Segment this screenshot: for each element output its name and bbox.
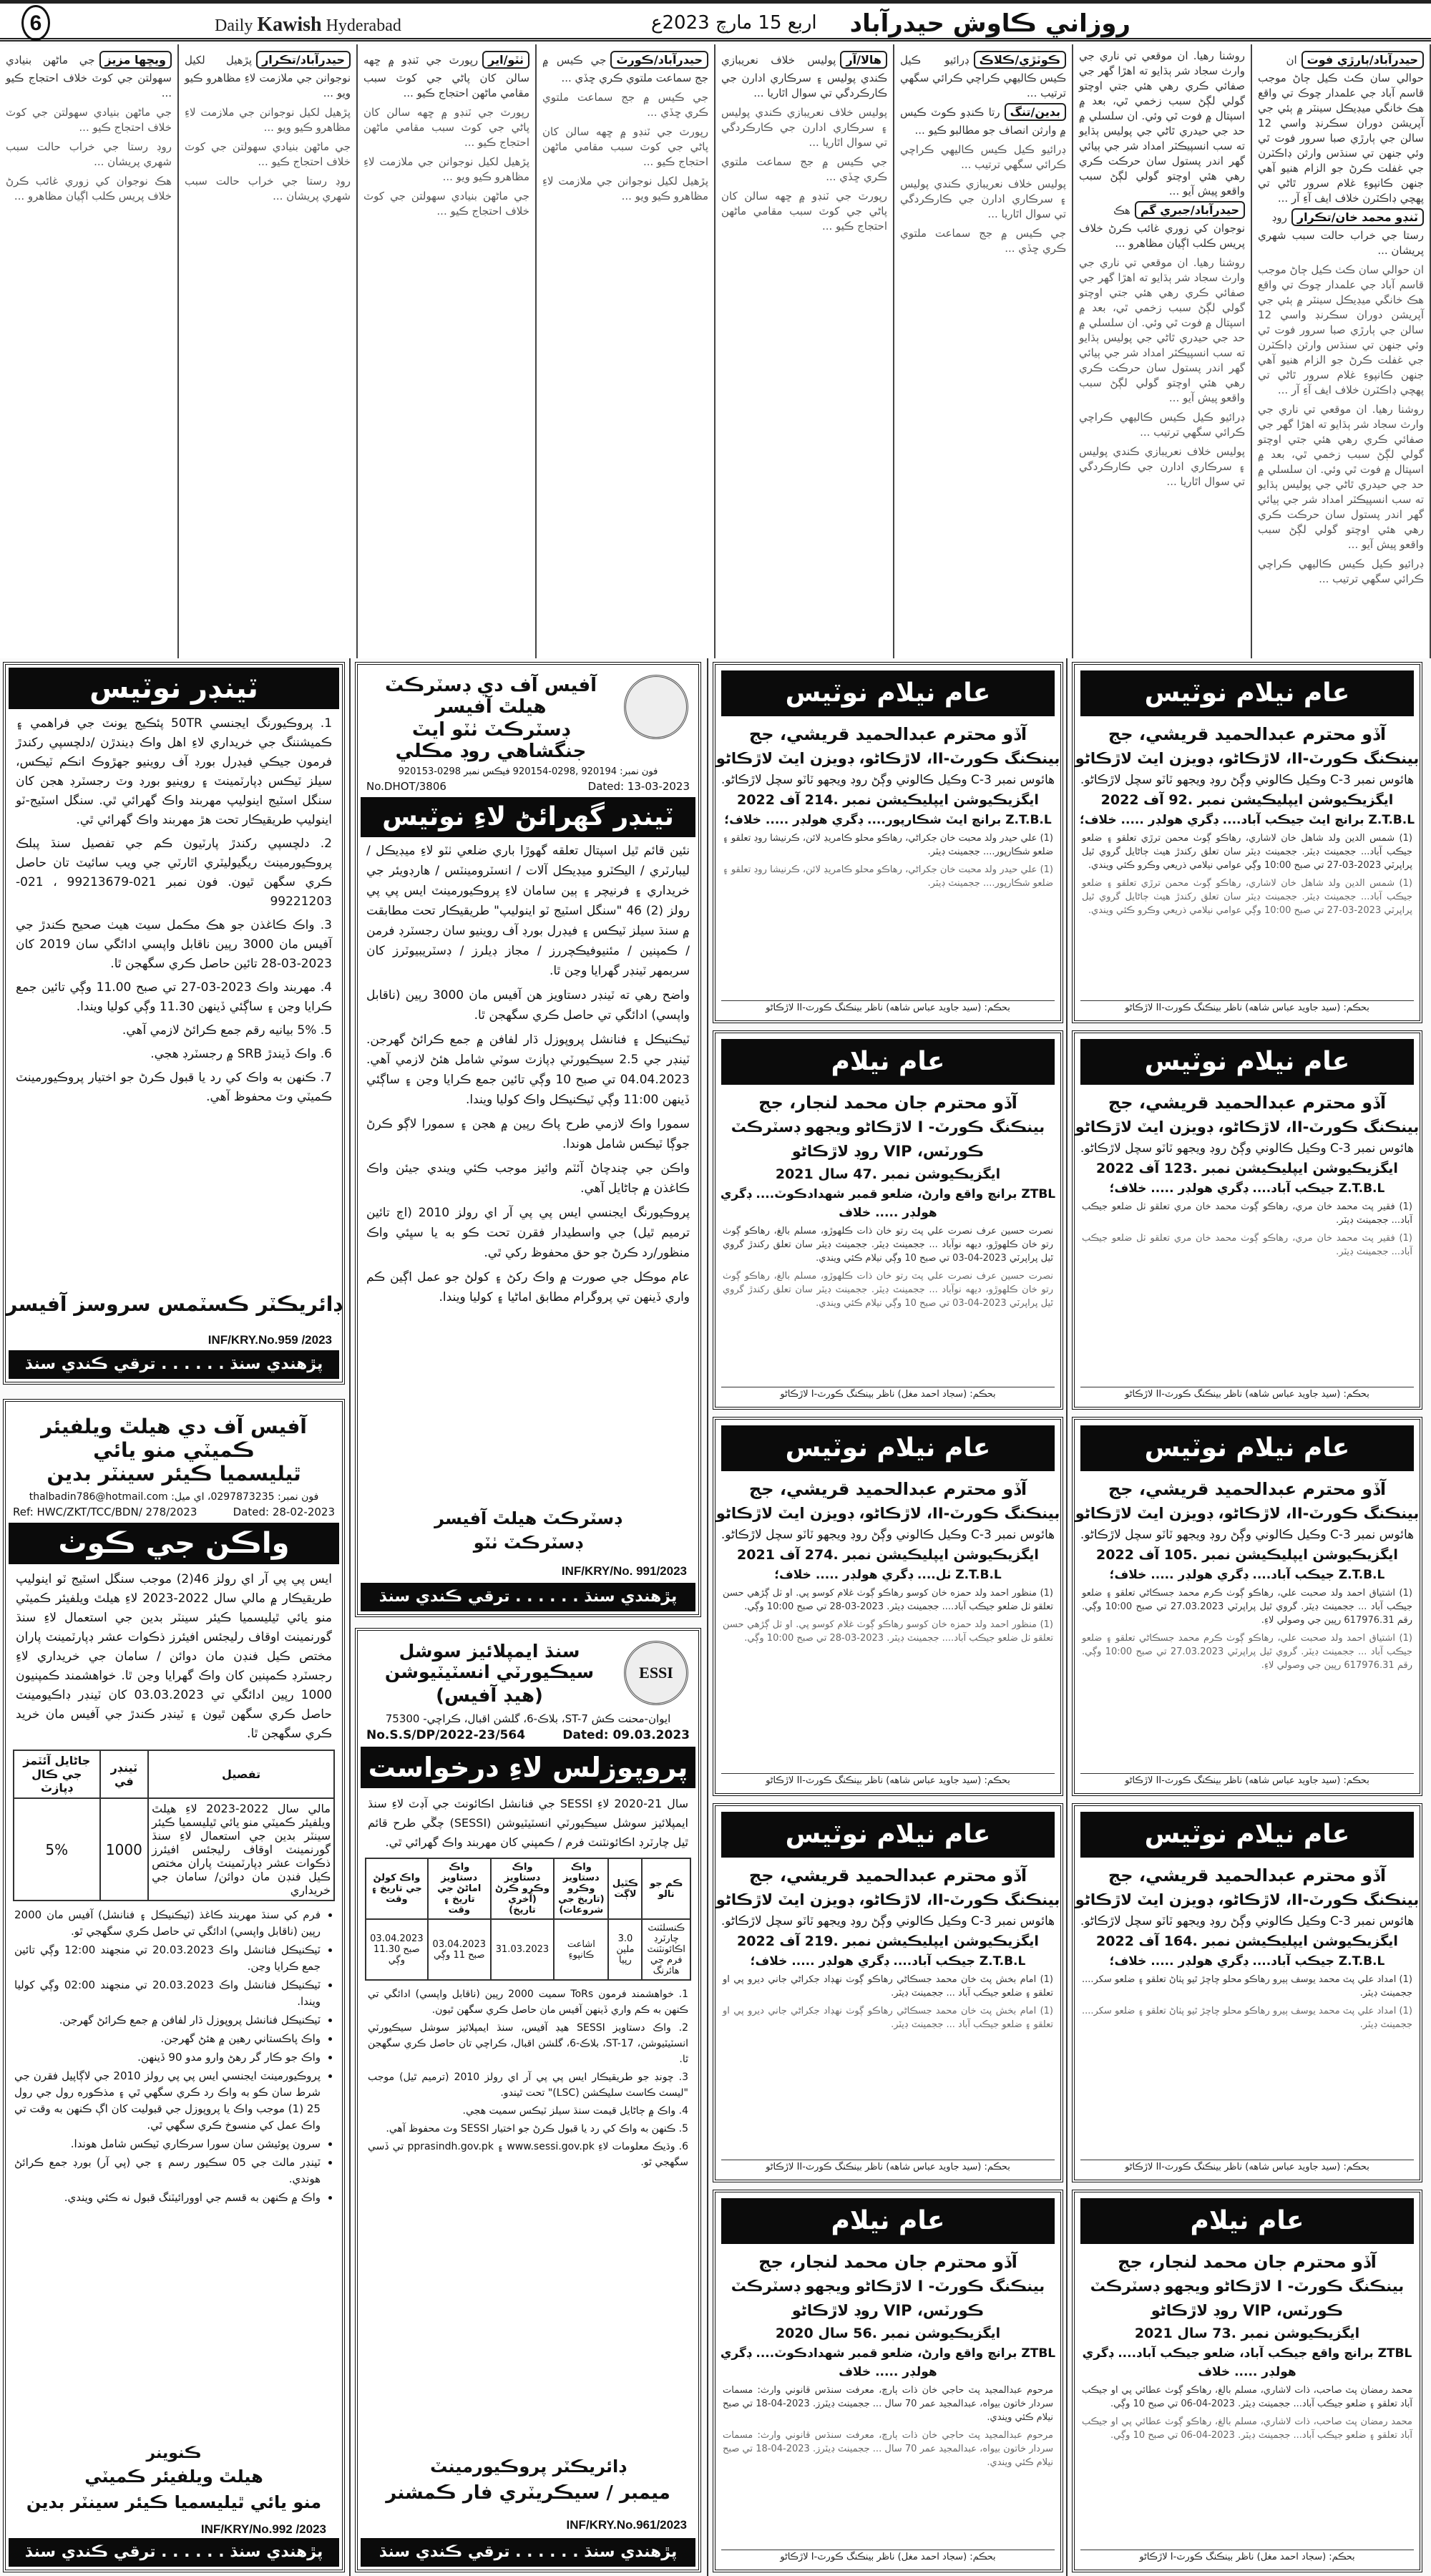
- conditions-list: [358, 1982, 698, 2177]
- auction-details: (1) فقير پٽ محمد خان مري، رهاڪو ڳوٺ محمد خان مري تعلقو ٺل ضلعو جيڪب آباد... ججمينٽ ڊيٽر.: [1082, 1201, 1412, 1226]
- table-cell: 31.03.2023: [491, 1919, 554, 1980]
- address-line: ايوان-محنت ڪش ST-7، بلاڪ-6، گلشن اقبال، ڪراچي- 75300: [385, 1712, 671, 1725]
- news-item: [1079, 49, 1245, 199]
- table-cell: 1000: [100, 1798, 149, 1901]
- auction-details-continued: (1) امام بخش پٽ خان محمد جسڪاڻي رهاڪو ڳوٺ نهڊاد جکراڻي جاني ديرو پي او تعلقو ۽ ضلعو جيڪب آباد ... ججمينٽ ڊيٽر.: [723, 2006, 1053, 2030]
- auction-notice: [1072, 1417, 1422, 1796]
- ref-bottom: INF/KRY/No. 991/2023: [561, 1564, 687, 1578]
- signatory-line2: منو يائي ٿيليسميا ڪيئر سينٽر بدين: [26, 2492, 322, 2512]
- news-body-continued: پوليس خلاف نعريبازي ڪندي پوليس ۽ سرڪاري ادارن جي ڪارڪردگي تي سوال اٿاريا ...: [721, 106, 887, 149]
- court-address: هائوس نمبر C-3 وڪيل ڪالوني وڳڻ روڊ ويجهو ٽاٽو سچل لاڙڪاڻو.: [721, 1528, 1055, 1542]
- news-body-continued: هڪ نوجوان کي زوري غائب ڪرڻ خلاف پريس ڪلب اڳيان مظاهرو ...: [6, 175, 172, 203]
- column-divider: [1066, 658, 1068, 2576]
- tender-item: 6. واڪ ڏيندڙ SRB ۾ رجسٽرڊ هجي.: [150, 1047, 332, 1061]
- news-body-continued: ڊرائيو ڪيل ڪيس ڪاليهي ڪراچي ڪرائي سگهي ترتيب ...: [900, 143, 1066, 171]
- news-item: [1258, 49, 1424, 206]
- table-row: [14, 1798, 334, 1901]
- court-order-signoff: بحڪم: (سيد جاويد عباس شاهه) ناظر بينڪنگ ڪورٽ-II لاڙڪاڻو: [1080, 1773, 1414, 1789]
- news-headline: حيدرآباد/تڪرار: [256, 51, 351, 69]
- table-header-cell: واڪ کولڻ جي تاريخ ۽ وقت: [366, 1858, 428, 1919]
- notice-title: پروپوزلس لاءِ درخواست: [361, 1747, 695, 1788]
- news-headline: ٽنڊو محمد خان/تڪرار: [1291, 208, 1424, 226]
- english-nameplate: [215, 14, 401, 36]
- essi-logo-icon: [624, 1641, 688, 1705]
- news-headline: ويڇها مزيز: [99, 51, 172, 69]
- org-name-line2: ڊسٽرڪٽ ٺٽو ايٽ جنگشاهي روڊ مڪلي: [395, 719, 587, 762]
- news-item: [6, 49, 172, 101]
- slogan-bar: پڙهندي سنڌ . . . . . . ترقي ڪندي سنڌ: [9, 1350, 339, 1379]
- dated: Dated: 13-03-2023: [587, 780, 690, 793]
- auction-details: مرحوم عبدالمجيد پٽ حاجي خان ذات ٻارڇ، معرفت سنڌس قانوني وارث: مسمات سردار خاتون بيواه، عبدالمجيد عمر 70 سال ... ججمينٽ ڊيٽرز. 2023-04-18 تي صبح نيلام ڪئي ويندي.: [723, 2385, 1054, 2423]
- nameplate-main: Kawish: [257, 14, 322, 36]
- condition-item: • ٽيڪنيڪل فنانشل واڪ 20.03.2023 تي منجهند 02:00 وڳي کوليا ويندا.: [14, 1977, 321, 2010]
- ref-number: No.S.S/DP/2022-23/564: [366, 1728, 526, 1742]
- application-number: ايگزيڪيوشن نمبر .73 سال 2021: [1134, 2326, 1360, 2341]
- slogan-bar: پڙهندي سنڌ . . . . . . ترقي ڪندي سنڌ: [9, 2538, 339, 2567]
- judge-name: آڏو محترم عبدالحميد قريشي، جج: [1108, 1479, 1387, 1499]
- auction-notice: [713, 1417, 1063, 1796]
- parties: Z.T.B.L جيڪب آباد.... ڊگري هولڊر ..... خلاف؛: [750, 1954, 1026, 1968]
- auction-details-continued: (1) منظور احمد ولد حمزه خان کوسو رهاڪو ڳوٺ غلام کوسو پي. او ٺل ڳڙهي حسن تعلقو ٺل ضلعو جيڪب آباد.... ججمينٽ ڊيٽر. 2023-03-28 تي صبح 10:00 وڳي.: [723, 1619, 1053, 1644]
- tender-item: 7. ڪنهن به واڪ کي رد يا قبول ڪرڻ جو اختيار پروڪيورمينٽ ڪميٽي وٽ محفوظ آهي.: [16, 1070, 332, 1104]
- court-address: هائوس نمبر C-3 وڪيل ڪالوني وڳڻ روڊ ويجهو ٽاٽو سچل لاڙڪاڻو.: [1080, 1141, 1415, 1156]
- news-body-continued: روڊ رستا جي خراب حالت سبب شهري پريشان ...: [6, 140, 172, 168]
- judge-name: آڏو محترم جان محمد لنجار، جج: [1118, 2252, 1377, 2272]
- parties: ZTBL برانچ واقع جيڪب آباد، ضلعو جيڪب آباد.... ڊگري هولڊر ..... خلاف: [1082, 2346, 1412, 2379]
- news-body-continued: پڙهيل لکيل نوجوانن جي ملازمت لاءِ مظاهرو ڪيو ويو ...: [542, 175, 708, 203]
- condition-item: 3. چونڊ جو طريقيڪار ايس پي پي آر اي رولز 2010 (ترميم ٿيل) موجب "ليسٽ ڪاسٽ سليڪشن (LSC)" تحت ٿيندو.: [368, 2072, 688, 2099]
- news-item: [542, 49, 708, 86]
- news-body: رپورٽ جي ٽنڊو ۾ ڇهه سالن کان پاڻي جي کوٽ سبب مقامي ماڻهن احتجاج ڪيو ...: [363, 54, 529, 99]
- tender-table-wrap: [6, 1748, 342, 1903]
- page-number: 6: [21, 5, 50, 41]
- court-name: بينڪنگ ڪورٽ-II، لاڙڪاڻو، ڊويزن ايٽ لاڙڪاڻو: [1075, 750, 1420, 767]
- government-seal-icon: [624, 675, 688, 739]
- condition-item: • ٽينڊر مالٽ جي 05 سڪيور رسم ۽ جي (پي آر) بورڊ جمع ڪرائڻ هوندي.: [14, 2155, 321, 2187]
- news-body: هڪ نوجوان کي زوري غائب ڪرڻ خلاف پريس ڪلب اڳيان مظاهرو ...: [1079, 204, 1245, 250]
- sessi-ad: [355, 1628, 701, 2572]
- court-address: هائوس نمبر C-3 وڪيل ڪالوني وڳڻ روڊ ويجهو ٽاٽو سچل لاڙڪاڻو.: [1080, 1528, 1415, 1542]
- news-body-continued: ڊرائيو ڪيل ڪيس ڪاليهي ڪراچي ڪرائي سگهي ترتيب ...: [1079, 411, 1245, 439]
- table-cell: اشاعت ڪانپوءِ: [554, 1919, 608, 1980]
- news-item: [900, 101, 1066, 138]
- parties: ZTBL برانچ واقع وارڻ، ضلعو قمبر شهدادڪوٽ.... ڊگري هولڊر ..... خلاف: [720, 2346, 1056, 2379]
- condition-item: 2. واڪ دستاويز SESSI هيڊ آفيس، سنڌ ايمپلائيز سوشل سيڪيورٽي انسٽيٽيوشن، ST-17، بلاڪ-6، گلشن اقبال، ڪراچي تان حاصل ڪري سگهجن ٿا.: [368, 2022, 688, 2065]
- news-headline: ڪوٽڙي/ڪلاڪ: [974, 51, 1066, 69]
- notice-paragraph: واضح رهي ته ٽينڊر دستاويز هن آفيس مان 3000 رپين (ناقابل واپسي) ادائگي تي حاصل ڪري سگهجن ٿا.: [366, 988, 690, 1023]
- news-column: [179, 44, 358, 658]
- application-number: ايگزيڪيوشن ايپليڪيشن نمبر .274 آف 2021: [737, 1547, 1039, 1563]
- news-body-continued: رپورٽ جي ٽنڊو ۾ ڇهه سالن کان پاڻي جي کوٽ سبب مقامي ماڻهن احتجاج ڪيو ...: [721, 190, 887, 233]
- auction-title: عام نيلام نوٽيس: [721, 1812, 1055, 1858]
- court-name: بينڪنگ ڪورٽ-II، لاڙڪاڻو، ڊويزن ايٽ لاڙڪاڻو: [1075, 1505, 1420, 1522]
- tender-ref: INF/KRY.No.959 /2023: [207, 1333, 332, 1347]
- auction-notice: [713, 2190, 1063, 2572]
- news-body-continued: پڙهيل لکيل نوجوانن جي ملازمت لاءِ مظاهرو ڪيو ويو ...: [363, 155, 529, 183]
- tender-signatory: ڊائريڪٽر ڪسٽمس سروسز آفيسر: [6, 1292, 342, 1316]
- schedule-table: [365, 1858, 691, 1981]
- district-health-thatta-ad: [355, 662, 701, 1617]
- auction-title: عام نيلام نوٽيس: [721, 670, 1055, 716]
- court-name: بينڪنگ ڪورٽ-II، لاڙڪاڻو، ڊويزن ايٽ لاڙڪاڻو: [716, 1891, 1060, 1908]
- news-headline: حيدرآباد/ٻارڙي فوت: [1301, 51, 1424, 69]
- application-number: ايگزيڪيوشن نمبر .47 سال 2021: [775, 1166, 1001, 1182]
- tender-notice-ad: [3, 662, 345, 1385]
- condition-item: 6. وڌيڪ معلومات لاءِ www.sessi.gov.pk ۽ pprasindh.gov.pk تي ڏسي سگهجي ٿو.: [368, 2141, 688, 2168]
- table-cell: 3.0 ملين رپيا: [608, 1919, 642, 1980]
- judge-name: آڏو محترم عبدالحميد قريشي، جج: [748, 724, 1027, 744]
- parties: Z.T.B.L ٺل.... ڊگري هولڊر ..... خلاف؛: [774, 1568, 1002, 1582]
- news-body-continued: پوليس خلاف نعريبازي ڪندي پوليس ۽ سرڪاري ادارن جي ڪارڪردگي تي سوال اٿاريا ...: [900, 177, 1066, 220]
- signatory-line2: ميمبر / سيڪريٽري فار ڪمشنر: [386, 2482, 670, 2504]
- table-header-cell: واڪ دستاويز اماڻڻ جي تاريخ ۽ وقت: [428, 1858, 491, 1919]
- news-body: پوليس خلاف نعريبازي ڪندي پوليس ۽ سرڪاري ادارن جي ڪارڪردگي تي سوال اٿاريا ...: [721, 54, 887, 99]
- notice-body: [358, 839, 698, 1309]
- judge-name: آڏو محترم جان محمد لنجار، جج: [758, 2252, 1017, 2272]
- tender-item: 1. پروڪيورنگ ايجنسي 50TR پئڪيج يونٽ جي فراهمي ۽ ڪميشننگ جي خريداري لاءِ اهل واڪ ڊيندڙن /دلچسپي رکندڙ فرمون جيڪي فيڊرل بورڊ آف روينيو جهڙوڪ انڪم ٽيڪس، سيلز ٽيڪس ڊپارٽمينٽ ۽ روينيو بورڊ وٽ رجسٽرڊ هجن کان سنگل اسٽيج اينوليپ مهربند واڪ گهرائي ٿي. سنگل اسٽيج-ٽو اينوليپ طريقيڪار تحت هڙ مهربند واڪ گهرائي ٿي.: [16, 716, 333, 827]
- parties: ZTBL برانچ واقع وارڻ، ضلعو قمبر شهدادڪوٽ.... ڊگري هولڊر ..... خلاف: [720, 1187, 1056, 1220]
- tender-item: 4. مهربند واڪ 2023-03-27 تي صبح 11.00 وڳي تائين جمع ڪرايا وڃن ۽ ساڳئي ڏينهن 11.30 وڳي کوليا ويندا.: [16, 980, 332, 1014]
- court-name: بينڪنگ ڪورٽ-II، لاڙڪاڻو، ڊويزن ايٽ لاڙڪاڻو: [716, 1505, 1060, 1522]
- auction-notice: [1072, 1803, 1422, 2182]
- auction-title: عام نيلام نوٽيس: [1080, 1039, 1414, 1085]
- news-column: [537, 44, 716, 658]
- court-address: هائوس نمبر C-3 وڪيل ڪالوني وڳڻ روڊ ويجهو ٽاٽو سچل لاڙڪاڻو.: [1080, 773, 1415, 787]
- parties: Z.T.B.L جيڪب آباد.... ڊگري هولڊر ..... خلاف؛: [1109, 1181, 1385, 1196]
- signatory-line1: هيلٿ ويلفيئر ڪميٽي: [84, 2467, 263, 2487]
- notice-paragraph: سمورا واڪ لازمي طرح پاڪ رپين ۾ هجن ۽ سمورا لاڳو ڪرڻ جوڳا ٽيڪس شامل هوندا.: [366, 1117, 690, 1151]
- signatory-line1: ڊائريڪٽر پروڪيورمينٽ: [430, 2457, 626, 2477]
- court-name: بينڪنگ ڪورٽ- I لاڙڪاڻو ويجهو ڊسٽرڪٽ ڪورٽس، VIP روڊ لاڙڪاڻو: [1090, 2278, 1405, 2319]
- parties: Z.T.B.L جيڪب آباد.... ڊگري هولڊر ..... خلاف؛: [1109, 1568, 1385, 1582]
- condition-item: • فرم کي سنڌ مهربند ڪاغذ (ٽيڪنيڪل ۽ فنانشل) آفيس مان 2000 رپين (ناقابل واپسي) ادائگي تي حاصل ڪري سگهجي ٿو.: [14, 1907, 321, 1940]
- application-number: ايگزيڪيوشن ايپليڪيشن نمبر .123 آف 2022: [1096, 1161, 1398, 1176]
- ref-number: Ref: HWC/ZKT/TCC/BDN/ 278/2023: [13, 1506, 197, 1518]
- schedule-table-wrap: [358, 1856, 698, 1982]
- judge-name: آڏو محترم عبدالحميد قريشي، جج: [748, 1479, 1027, 1499]
- ref-bottom: INF/KRY/No.992 /2023: [200, 2522, 326, 2536]
- court-order-signoff: بحڪم: (سيد جاويد عباس شاهه) ناظر بينڪنگ ڪورٽ-II لاڙڪاڻو: [1080, 2160, 1414, 2175]
- news-body: روڊ رستا جي خراب حالت سبب شهري پريشان ...: [1258, 211, 1424, 257]
- news-body-continued: ڊرائيو ڪيل ڪيس ڪاليهي ڪراچي ڪرائي سگهي ترتيب ...: [1258, 557, 1424, 585]
- auction-details-continued: محمد رمضان پٽ صاحب، ذات لاشاري، مسلم بالغ، رهاڪو ڳوٺ عطائي پي او جيڪب آباد تعلقو ۽ ضلعو جيڪب آباد... ججمينٽ ڊيٽر. 2023-04-06 تي صبح 10 وڳي.: [1082, 2416, 1412, 2441]
- org-name-line1: آفيس آف دي ڊسٽرڪٽ هيلٿ آفيسر: [384, 675, 597, 718]
- condition-item: • پروڪيورمينٽ ايجنسي ايس پي پي رولز 2010 جي لاڳاپيل فقرن جي شرط سان ڪو به واڪ رد ڪري سگهي ٿي ۽ مذڪوره رول جي رول 25 (1) موجب واڪ يا پروپوزل جي قبوليت کان اڳ ڪنهن به وقت تي واڪ عمل کي منسوخ ڪري سگهي ٿي.: [14, 2068, 321, 2134]
- condition-item: 1. خواهشمند فرمون ToRs سميت 2000 رپين (ناقابل واپسي) ادائگي تي ڪنهن به ڪم واري ڏينهن آفيس مان حاصل ڪري سگهن ٿيون.: [368, 1989, 689, 2016]
- tender-table: [13, 1750, 335, 1901]
- notice-paragraph: واڪن جي چندچاڻ آئٽم وائيز موجب ڪئي ويندي جيئن واڪ ڪاغذن ۾ ڄاڻايل آهي.: [366, 1161, 690, 1196]
- parties: Z.T.B.L جيڪب آباد.... ڊگري هولڊر ..... خلاف؛: [1109, 1954, 1385, 1968]
- news-body-continued: جي ماڻهن بنيادي سهولتن جي کوٽ خلاف احتجاج ڪيو ...: [363, 190, 529, 218]
- table-cell: 03.04.2023 صبح 11.30 وڳي: [366, 1919, 428, 1980]
- application-number: ايگزيڪيوشن ايپليڪيشن نمبر .164 آف 2022: [1096, 1933, 1398, 1949]
- auction-details: (1) امداد علي پٽ محمد يوسف ٻيرو رهاڪو محلو چاچڙ ٿيو پٺاڻ تعلقو ۽ ضلعو سکر.... ججمينٽ ڊيٽر.: [1082, 1974, 1412, 1999]
- notice-paragraph: ٽيڪنيڪل ۽ فنانشل پروپوزل ڌار لفافن ۾ جمع ڪرائڻ گهرجن. ٽينڊر جي 2.5 سيڪيورٽي ڊپازٽ سوٽي شامل هئڻ لازمي آهي. 04.04.2023 تي صبح 10 وڳي تائين جمع ڪرايا وڃن ۽ ساڳئي ڏينهن 11:00 وڳي ٽيڪنيڪل واڪ کوليا ويندا.: [366, 1033, 690, 1107]
- news-body: جي ڪيس ۾ جج سماعت ملتوي ڪري ڇڏي ...: [542, 54, 708, 84]
- news-body-continued: جي ماڻهن بنيادي سهولتن جي کوٽ خلاف احتجاج ڪيو ...: [6, 106, 172, 134]
- table-row: [366, 1919, 690, 1980]
- health-welfare-ad: [3, 1399, 345, 2572]
- judge-name: آڏو محترم عبدالحميد قريشي، جج: [1108, 1865, 1387, 1885]
- ref-number: No.DHOT/3806: [366, 780, 446, 793]
- news-body-continued: رپورٽ جي ٽنڊو ۾ ڇهه سالن کان پاڻي جي کوٽ سبب مقامي ماڻهن احتجاج ڪيو ...: [542, 125, 708, 168]
- judge-name: آڏو محترم عبدالحميد قريشي، جج: [1108, 1093, 1387, 1113]
- news-column: [1252, 44, 1431, 658]
- news-body-continued: پڙهيل لکيل نوجوانن جي ملازمت لاءِ مظاهرو ڪيو ويو ...: [185, 106, 351, 134]
- parties: Z.T.B.L برانچ ايٽ شڪارپور.... ڊگري هولڊر ..... خلاف؛: [724, 813, 1052, 827]
- auction-details: نصرت حسين عرف نصرت علي پٽ رتو خان ذات ڪلهوڙو، مسلم بالغ، رهاڪو ڳوٺ رتو خان ڪلهوڙو، ديهه نوآباد ... ججمينٽ ڊيٽر. ججمينٽ ڊيٽر سان تعلق رکندڙ گروي ٿيل پراپرٽي 2023-04-03 تي صبح 10 وڳي نيلام ڪئي ويندي.: [723, 1226, 1053, 1264]
- auction-notice: [713, 1803, 1063, 2182]
- nameplate-suffix: Hyderabad: [326, 16, 401, 35]
- table-cell: مالي سال 2022-2023 لاءِ هيلٿ ويلفيئر ڪميٽي منو يائي ٿيليسميا ڪيئر سينٽر بدين جي استعمال لاءِ سنڌ گورنمينٽ اوقاف رليجئس افيئرز ذڪوات عشر ڊپارٽمينٽ پاران مختص ڪيل فنڊن مان دوائن/ سامان جي خريداري: [148, 1798, 334, 1901]
- tender-item: 2. دلچسپي رکندڙ پارٽيون ڪم جي تفصيل سنڌ پبلڪ پروڪيورمينٽ ريگيوليٽري اٿارٽي جي ويب سائيٽ تان حاصل ڪري سگهن ٿيون. فون نمبر 021-99213679 ، 021-99221203: [16, 836, 332, 909]
- tender-notice-title: ٽينڊر نوٽيس: [9, 668, 339, 709]
- court-order-signoff: بحڪم: (سجاد احمد مغل) ناظر بينڪنگ ڪورٽ-I لاڙڪاڻو: [1080, 2550, 1414, 2565]
- condition-item: • واڪ پاڪستاني رهين ۾ هئڻ گهرجن.: [14, 2031, 321, 2047]
- auction-title: عام نيلام: [1080, 2198, 1414, 2244]
- court-address: هائوس نمبر C-3 وڪيل ڪالوني وڳڻ روڊ ويجهو ٽاٽو سچل لاڙڪاڻو.: [721, 1914, 1055, 1928]
- news-column: [716, 44, 894, 658]
- news-body-continued: رپورٽ جي ٽنڊو ۾ ڇهه سالن کان پاڻي جي کوٽ سبب مقامي ماڻهن احتجاج ڪيو ...: [363, 106, 529, 149]
- table-cell: 5%: [14, 1798, 100, 1901]
- news-body-continued: روشنا رهيا. ان موقعي تي ناري جي وارث سجاد شر ٻڌايو ته اهڙا گهر جي صفائي ڪري رهي هئي جتي اوچتو گولي لڳڻ سبب زخمي ٿي، بعد ۾ اسپتال ۾ فوت ٿي وئي. ان سلسلي ۾ حد جي حيدري ٿاڻي جي پوليس ٻڌايو ته سب انسپيڪٽر امداد شر جي ٻيائي گهر اندر پستول سان حرڪت ڪري رهي هئي اوچتو گولي لڳڻ سبب واقعو پيش آيو ...: [1258, 403, 1424, 551]
- news-item: [1258, 206, 1424, 258]
- dated: Dated: 09.03.2023: [562, 1728, 690, 1742]
- news-body-continued: جي ڪيس ۾ جج سماعت ملتوي ڪري ڇڏي ...: [542, 91, 708, 119]
- news-body-continued: جي ماڻهن بنيادي سهولتن جي کوٽ خلاف احتجاج ڪيو ...: [185, 140, 351, 168]
- news-item: [1079, 199, 1245, 251]
- news-body: ڊرائيو ڪيل ڪيس ڪاليهي ڪراچي ڪرائي سگهي ترتيب ...: [900, 54, 1066, 99]
- court-order-signoff: بحڪم: (سيد جاويد عباس شاهه) ناظر بينڪنگ ڪورٽ-II لاڙڪاڻو: [1080, 1000, 1414, 1016]
- condition-item: • ٽيڪنيڪل فنانشل واڪ 20.03.2023 تي منجهند 12:00 وڳي تائين جمع ڪرايا وڃن.: [14, 1942, 321, 1975]
- auction-details: محمد رمضان پٽ صاحب، ذات لاشاري، مسلم بالغ، رهاڪو ڳوٺ عطائي پي او جيڪب آباد تعلقو ۽ ضلعو جيڪب آباد... ججمينٽ ڊيٽر. 2023-04-06 تي صبح 10 وڳي.: [1082, 2385, 1412, 2409]
- auction-details: (1) امام بخش پٽ خان محمد جسڪاڻي رهاڪو ڳوٺ نهڊاد جکراڻي جاني ديرو پي او تعلقو ۽ ضلعو جيڪب آباد ... ججمينٽ ڊيٽر.: [723, 1974, 1053, 1999]
- court-name: بينڪنگ ڪورٽ-II، لاڙڪاڻو، ڊويزن ايٽ لاڙڪاڻو: [1075, 1118, 1420, 1136]
- news-body: پڙهيل لکيل نوجوانن جي ملازمت لاءِ مظاهرو ڪيو ويو ...: [185, 54, 351, 99]
- conditions-list: [6, 1903, 342, 2212]
- tender-items-list: [6, 712, 342, 1109]
- auction-title: عام نيلام: [721, 1039, 1055, 1085]
- news-body-continued: روشنا رهيا. ان موقعي تي ناري جي وارث سجاد شر ٻڌايو ته اهڙا گهر جي صفائي ڪري رهي هئي جتي اوچتو گولي لڳڻ سبب زخمي ٿي، بعد ۾ اسپتال ۾ فوت ٿي وئي. ان سلسلي ۾ حد جي حيدري ٿاڻي جي پوليس ٻڌايو ته سب انسپيڪٽر امداد شر جي ٻيائي گهر اندر پستول سان حرڪت ڪري رهي هئي اوچتو گولي لڳڻ سبب واقعو پيش آيو ...: [1079, 256, 1245, 404]
- auction-details-continued: نصرت حسين عرف نصرت علي پٽ رتو خان ذات ڪلهوڙو، مسلم بالغ، رهاڪو ڳوٺ رتو خان ڪلهوڙو، ديهه نوآباد ... ججمينٽ ڊيٽر. ججمينٽ ڊيٽر سان تعلق رکندڙ گروي ٿيل پراپرٽي 2023-04-03 تي صبح 10 وڳي نيلام ڪئي ويندي.: [723, 1271, 1053, 1309]
- table-header-cell: واڪ دستاويز وڪرو ڪرڻ (آخري تاريخ): [491, 1858, 554, 1919]
- auction-details: (1) شمس الدين ولد شاهل خان لاشاري، رهاڪو ڳوٺ محمن ترڙي تعلقو ۽ ضلعو جيڪب آباد... ججمينٽ ڊيٽر. ججمينٽ ڊيٽر سان تعلق رکندڙ هيٺ ڄاڻايل گروي ٿيل پراپرٽي 2023-03-27 تي صبح 10:00 وڳي عوامي نيلامي ذريعي وڪرو ڪئي ويندي.: [1082, 833, 1412, 871]
- news-headline: ٺٽو/اير: [482, 51, 529, 69]
- judge-name: آڏو محترم جان محمد لنجار، جج: [758, 1093, 1017, 1113]
- org-name-line1: آفيس آف دي هيلٿ ويلفيئر ڪميٽي منو يائي: [41, 1415, 307, 1462]
- court-name: بينڪنگ ڪورٽ-II، لاڙڪاڻو، ڊويزن ايٽ لاڙڪاڻو: [716, 750, 1060, 767]
- judge-name: آڏو محترم عبدالحميد قريشي، جج: [1108, 724, 1387, 744]
- dated: Dated: 28-02-2023: [233, 1506, 335, 1518]
- auction-notice: [1072, 1030, 1422, 1410]
- table-cell: ڪنسلٽنٽ چارٽرڊ اڪائونٽنٽ فرم جي هائرنگ: [642, 1919, 690, 1980]
- tender-item: 3. واڪ ڪاغذن جو هڪ مڪمل سيٽ هيٺ صحيح ڪندڙ جي آفيس مان 3000 رپين ناقابل واپسي ادائگي سان 2019 کان 2023-03-28 تائين حاصل ڪري سگهجن ٿا.: [16, 918, 332, 971]
- news-body: جي ماڻهن بنيادي سهولتن جي کوٽ خلاف احتجاج ڪيو ...: [6, 54, 172, 99]
- notice-paragraph: پروڪيورنگ ايجنسي ايس پي پي آر اي رولز 2010 (اڄ تائين ترميم ٿيل) جي واسطيدار فقرن تحت ڪو به يا سڀئي واڪ منظور/رد ڪرڻ جو حق محفوظ رکي ٿي.: [366, 1206, 690, 1260]
- issue-date: اربع 15 مارچ 2023ع: [651, 12, 817, 34]
- auction-title: عام نيلام: [721, 2198, 1055, 2244]
- news-headline: بدين/تنگ: [1005, 103, 1066, 121]
- auction-title: عام نيلام نوٽيس: [1080, 1812, 1414, 1858]
- news-column: [894, 44, 1073, 658]
- logo-text: ESSI: [639, 1664, 673, 1682]
- news-item: [900, 49, 1066, 101]
- ref-row: [358, 1725, 698, 1745]
- news-body: روشنا رهيا. ان موقعي تي ناري جي وارث سجاد شر ٻڌايو ته اهڙا گهر جي صفائي ڪري رهي هئي جتي اوچتو گولي لڳڻ سبب زخمي ٿي، بعد ۾ اسپتال ۾ فوت ٿي وئي. ان سلسلي ۾ حد جي حيدري ٿاڻي جي پوليس ٻڌايو ته سب انسپيڪٽر امداد شر جي ٻيائي گهر اندر پستول سان حرڪت ڪري رهي هئي اوچتو گولي لڳڻ سبب واقعو پيش آيو ...: [1079, 49, 1245, 197]
- news-item: [363, 49, 529, 101]
- auction-details-continued: (1) امداد علي پٽ محمد يوسف ٻيرو رهاڪو محلو چاچڙ ٿيو پٺاڻ تعلقو ۽ ضلعو سکر.... ججمينٽ ڊيٽر.: [1082, 2006, 1412, 2030]
- table-header-cell: جاڻايل آئٽمز جي ڪال ڊپازٽ: [14, 1750, 100, 1798]
- court-address: هائوس نمبر C-3 وڪيل ڪالوني وڳڻ روڊ ويجهو ٽاٽو سچل لاڙڪاڻو.: [721, 773, 1055, 787]
- news-body-continued: ان حوالي سان ڪٺ ڪيل ڄاڻ موجب قاسم آباد جي علمدار چوڪ تي واقع هڪ خانگي ميڊيڪل سينٽر ۾ ٻئي جي آپريشن دوران سڪرنڊ واسي 12 سالن جي ٻارڙي صبا سرور فوت ٿي وئي جنهن تي سنڌس وارثن ڊاڪٽرن جي غفلت ڪرڻ جو الزام هنيو آهي جنهن ڪانپوءِ غلام سرور ٿاڻي تي پهچي ڊاڪٽرن خلاف ايف آءِ آر ...: [1258, 263, 1424, 396]
- auction-details-continued: (1) اشتياق احمد ولد صحبت علي، رهاڪو ڳوٺ ڪرم محمد جسڪاڻي تعلقو ۽ ضلعو جيڪب آباد ... ججمينٽ ڊيٽر. گروي ٿيل پراپرٽي 27.03.2023 تي صبح 10:00 وڳي. رقم 617976.31 رپين جي وصولي لاءِ.: [1082, 1633, 1412, 1671]
- slogan-bar: پڙهندي سنڌ . . . . . . ترقي ڪندي سنڌ: [361, 1583, 695, 1611]
- news-item: [185, 49, 351, 101]
- application-number: ايگزيڪيوشن ايپليڪيشن نمبر .105 آف 2022: [1096, 1547, 1398, 1563]
- condition-item: • واڪ جو ڪار گر رهڻ وارو مدو 90 ڏينهن.: [14, 2049, 321, 2066]
- notice-title: واڪن جي ڪوٺ: [9, 1523, 339, 1564]
- news-headline: حيدرآباد/ڪورٽ: [610, 51, 708, 69]
- intro-paragraph: سال 21-2020 لاءِ SESSI جي فنانشل اڪائونٽ جي آڊٽ لاءِ سنڌ ايمپلائيز سوشل سيڪيورٽي انسٽيٽيوشن (SESSI) چڱي طرح قائم ٿيل چارٽرڊ اڪائونٽنٽ فرم / ڪمپني کان مهربند واڪ گهرائي ٿي.: [368, 1797, 689, 1849]
- auction-title: عام نيلام نوٽيس: [1080, 1425, 1414, 1471]
- signatory-line2: ڊسٽرڪٽ ٺٽو: [473, 1533, 583, 1553]
- parties: Z.T.B.L برانچ ايٽ جيڪب آباد.... ڊگري هولڊر ..... خلاف؛: [1079, 813, 1415, 827]
- condition-item: 5. ڪنهن به واڪ کي رد يا قبول ڪرڻ جو اختيار SESSI وٽ محفوظ آهي.: [386, 2123, 688, 2135]
- signatory-title: ڪنوينر: [146, 2444, 202, 2462]
- court-name: بينڪنگ ڪورٽ- I لاڙڪاڻو ويجهو ڊسٽرڪٽ ڪورٽس، VIP روڊ لاڙڪاڻو: [731, 1118, 1045, 1160]
- urdu-nameplate: روزاني ڪاوش حيدرآباد: [849, 9, 1130, 38]
- news-column: [0, 44, 179, 658]
- intro-paragraph: ايس پي پي آر اي رولز 46(2) موجب سنگل اسٽيج ٽو اينوليپ طريقيڪار ۾ مالي سال 2022-2023 لاءِ هيلٿ ويلفيئر ڪميٽي منو يائي ٿيليسميا ڪيئر سينٽر بدين جي استعمال لاءِ سنڌ گورنمينٽ اوقاف رليجئس افيئرز ذڪوات عشر ڊپارٽمينٽ پاران مختص ڪيل فنڊن مان دوائن / سامان جي خريداري لاءِ رجسٽرڊ ڪمپنين کان واڪ گهرايا وڃن ٿا. خواهشمند ڪمپنيون 1000 رپين ادائگي تي 03.03.2023 کان ٽينڊر ڊاڪيومينٽ حاصل ڪري سگهن ٿيون ۽ ٽينڊر ڪندڙ جي آفيس مان خريد ڪري سگهجن ٿا.: [16, 1572, 332, 1741]
- signatory-line1: ڊسٽرڪٽ هيلٿ آفيسر: [434, 1508, 622, 1528]
- tender-item: 5. 5% بيانيه رقم جمع ڪرائڻ لازمي آهي.: [122, 1023, 332, 1038]
- application-number: ايگزيڪيوشن ايپليڪيشن نمبر .92 آف 2022: [1100, 792, 1394, 808]
- phone-line: فون نمبر: 920194 ,0298-920154 فيڪس نمبر 0298-920153: [398, 766, 658, 777]
- court-order-signoff: بحڪم: (سيد جاويد عباس شاهه) ناظر بينڪنگ ڪورٽ-II لاڙڪاڻو: [721, 1000, 1055, 1016]
- slogan-bar: پڙهندي سنڌ . . . . . . ترقي ڪندي سنڌ: [361, 2538, 695, 2567]
- contact-line: فون نمبر: 0297873235، اي ميل: thalbadin786@hotmail.com: [29, 1491, 319, 1503]
- table-header-cell: ٽينڊر في: [100, 1750, 149, 1798]
- notice-title: ٽينڊر گهرائڻ لاءِ نوٽيس: [361, 797, 695, 837]
- condition-item: • ٽيڪنيڪل فنانشل پروپوزل ڌار لفافن ۾ جمع ڪرائڻ گهرجن.: [14, 2012, 321, 2029]
- auction-notice: [1072, 2190, 1422, 2572]
- news-body-continued: جي ڪيس ۾ جج سماعت ملتوي ڪري ڇڏي ...: [900, 227, 1066, 255]
- court-order-signoff: بحڪم: (سجاد احمد مغل) ناظر بينڪنگ ڪورٽ-I لاڙڪاڻو: [721, 2550, 1055, 2565]
- news-headline: حيدرآباد/جبري گم: [1135, 201, 1245, 219]
- column-divider: [707, 658, 708, 2576]
- auction-details-continued: (1) فقير پٽ محمد خان مري، رهاڪو ڳوٺ محمد خان مري تعلقو ٺل ضلعو جيڪب آباد... ججمينٽ ڊيٽر.: [1082, 1233, 1412, 1257]
- auction-details-continued: (1) شمس الدين ولد شاهل خان لاشاري، رهاڪو ڳوٺ محمن ترڙي تعلقو ۽ ضلعو جيڪب آباد... ججمينٽ ڊيٽر. ججمينٽ ڊيٽر سان تعلق رکندڙ هيٺ ڄاڻايل گروي ٿيل پراپرٽي 2023-03-27 تي صبح 10:00 وڳي عوامي نيلامي ذريعي وڪرو ڪئي ويندي.: [1082, 878, 1412, 916]
- news-body: ان حوالي سان ڪٺ ڪيل ڄاڻ موجب قاسم آباد جي علمدار چوڪ تي واقع هڪ خانگي ميڊيڪل سينٽر ۾ ٻئي جي آپريشن دوران سڪرنڊ واسي 12 سالن جي ٻارڙي صبا سرور فوت ٿي وئي جنهن تي سنڌس وارثن ڊاڪٽرن جي غفلت ڪرڻ جو الزام هنيو آهي جنهن ڪانپوءِ غلام سرور ٿاڻي تي پهچي ڊاڪٽرن خلاف ايف آءِ آر ...: [1258, 54, 1424, 205]
- notice-paragraph: نئين قائم ٿيل اسپتال تعلقه گهوڙا باري ضلعي ٺٽو لاءِ ميڊيڪل / ليبارٽري / اليڪٽرو ميڊيڪل آلات / انسٽرومينٽس / هارڊويئر جي خريداري ۽ فرنيچر ۽ ٻين سامان لاءِ پروڪيورمينٽ ايس پي پي رولز (2) 46 "سنگل اسٽيج ٽو اينوليپ" طريقيڪار تحت مطابقت ۾ سنڌ سيلز ٽيڪس ۽ فيڊرل بورڊ آف روينيو سان رجسٽرڊ فرمن / ڪمپنين / مئنيوفيڪچررز / مجاز ڊيلرز / ڊسٽريبيوٽرز کان سربمهر ٽينڊر گهرايا وڃن ٿا.: [366, 844, 690, 978]
- auction-title: عام نيلام نوٽيس: [1080, 670, 1414, 716]
- auction-details: (1) علي حيدر ولد محبت خان جکراڻي، رهاڪو محلو ڪامريڊ لائن، ڪرنيشا روڊ تعلقو ۽ ضلعو شڪارپور.... ججمينٽ ڊيٽر.: [723, 833, 1053, 857]
- table-header-cell: ڪم جو نالو: [642, 1858, 690, 1919]
- ref-row: [358, 777, 698, 796]
- court-order-signoff: بحڪم: (سيد جاويد عباس شاهه) ناظر بينڪنگ ڪورٽ-II لاڙڪاڻو: [721, 1773, 1055, 1789]
- application-number: ايگزيڪيوشن ايپليڪيشن نمبر .219 آف 2022: [737, 1933, 1039, 1949]
- news-column: [1073, 44, 1252, 658]
- auction-notice: [713, 662, 1063, 1023]
- table-cell: 03.04.2023 صبح 11 وڳي: [428, 1919, 491, 1980]
- court-order-signoff: بحڪم: (سيد جاويد عباس شاهه) ناظر بينڪنگ ڪورٽ-II لاڙڪاڻو: [1080, 1387, 1414, 1402]
- news-body-continued: پوليس خلاف نعريبازي ڪندي پوليس ۽ سرڪاري ادارن جي ڪارڪردگي تي سوال اٿاريا ...: [1079, 445, 1245, 488]
- auction-details: (1) اشتياق احمد ولد صحبت علي، رهاڪو ڳوٺ ڪرم محمد جسڪاڻي تعلقو ۽ ضلعو جيڪب آباد ... ججمينٽ ڊيٽر. گروي ٿيل پراپرٽي 27.03.2023 تي صبح 10:00 وڳي. رقم 617976.31 رپين جي وصولي لاءِ.: [1082, 1588, 1412, 1626]
- auction-details-continued: (1) علي حيدر ولد محبت خان جکراڻي، رهاڪو محلو ڪامريڊ لائن، ڪرنيشا روڊ تعلقو ۽ ضلعو شڪارپور.... ججمينٽ ڊيٽر.: [723, 864, 1053, 889]
- court-order-signoff: بحڪم: (سجاد احمد مغل) ناظر بينڪنگ ڪورٽ-I لاڙڪاڻو: [721, 1387, 1055, 1402]
- ref-row: [6, 1503, 342, 1521]
- news-item: [721, 49, 887, 101]
- table-header-cell: تفصيل: [148, 1750, 334, 1798]
- notice-paragraph: عام موڪل جي صورت ۾ واڪ رکڻ ۽ کولڻ جو عمل اڳين ڪم واري ڏينهن تي پروگرام مطابق اماڻيا ۽ کوليا ويندا.: [366, 1270, 690, 1304]
- org-name-line1: سنڌ ايمپلائيز سوشل سيڪيورٽي انسٽيٽيوشن: [384, 1641, 595, 1682]
- court-order-signoff: بحڪم: (سيد جاويد عباس شاهه) ناظر بينڪنگ ڪورٽ-II لاڙڪاڻو: [721, 2160, 1055, 2175]
- condition-item: • سرون پوئيشن سان سورا سرڪاري ٽيڪس شامل هوندا.: [14, 2136, 321, 2152]
- news-section: [0, 44, 1431, 658]
- org-name-line2: (هيڊ آفيس): [436, 1685, 543, 1707]
- court-name: بينڪنگ ڪورٽ- I لاڙڪاڻو ويجهو ڊسٽرڪٽ ڪورٽس، VIP روڊ لاڙڪاڻو: [731, 2278, 1045, 2319]
- application-number: ايگزيڪيوشن ايپليڪيشن نمبر .214 آف 2022: [737, 792, 1039, 808]
- condition-item: • واڪ ۾ ڪنهن به قسم جي اوورائيٽنگ قبول نه ڪئي ويندي.: [14, 2190, 321, 2206]
- condition-item: 4. واڪ ۾ ڄاڻايل قيمت سنڌ سيلز ٽيڪس سميت هجي.: [462, 2105, 688, 2117]
- auction-title: عام نيلام نوٽيس: [721, 1425, 1055, 1471]
- news-body: رتا ڪنڊو ڪوٽ ڪيس ۾ وارثن انصاف جو مطالبو ڪيو ...: [900, 106, 1066, 137]
- ref-bottom: INF/KRY.No.961/2023: [566, 2518, 687, 2532]
- news-body-continued: جي ڪيس ۾ جج سماعت ملتوي ڪري ڇڏي ...: [721, 155, 887, 183]
- court-name: بينڪنگ ڪورٽ-II، لاڙڪاڻو، ڊويزن ايٽ لاڙڪاڻو: [1075, 1891, 1420, 1908]
- org-name-line2: ٿيليسميا ڪيئر سينٽر بدين: [47, 1462, 301, 1485]
- column-divider: [349, 658, 351, 2576]
- table-header-cell: واڪ دستاويز وڪرو (تاريخ جي شروعات): [554, 1858, 608, 1919]
- news-body-continued: روڊ رستا جي خراب حالت سبب شهري پريشان ...: [185, 175, 351, 203]
- auction-notice: [1072, 662, 1422, 1023]
- table-header-cell: ڪٿيل لاڳت: [608, 1858, 642, 1919]
- masthead: [0, 0, 1431, 42]
- court-address: هائوس نمبر C-3 وڪيل ڪالوني وڳڻ روڊ ويجهو ٽاٽو سچل لاڙڪاڻو.: [1080, 1914, 1415, 1928]
- judge-name: آڏو محترم عبدالحميد قريشي، جج: [748, 1865, 1027, 1885]
- news-column: [358, 44, 537, 658]
- application-number: ايگزيڪيوشن نمبر .56 سال 2020: [775, 2326, 1001, 2341]
- auction-notice: [713, 1030, 1063, 1410]
- nameplate-prefix: Daily: [215, 16, 253, 35]
- auction-details-continued: مرحوم عبدالمجيد پٽ حاجي خان ذات ٻارڇ، معرفت سنڌس قانوني وارث: مسمات سردار خاتون بيواه، عبدالمجيد عمر 70 سال ... ججمينٽ ڊيٽرز. 2023-04-18 تي صبح نيلام ڪئي ويندي.: [723, 2430, 1054, 2468]
- auction-details: (1) منظور احمد ولد حمزه خان کوسو رهاڪو ڳوٺ غلام کوسو پي. او ٺل ڳڙهي حسن تعلقو ٺل ضلعو جيڪب آباد.... ججمينٽ ڊيٽر. 2023-03-28 تي صبح 10:00 وڳي.: [723, 1588, 1053, 1612]
- news-headline: هالا/آر: [840, 51, 887, 69]
